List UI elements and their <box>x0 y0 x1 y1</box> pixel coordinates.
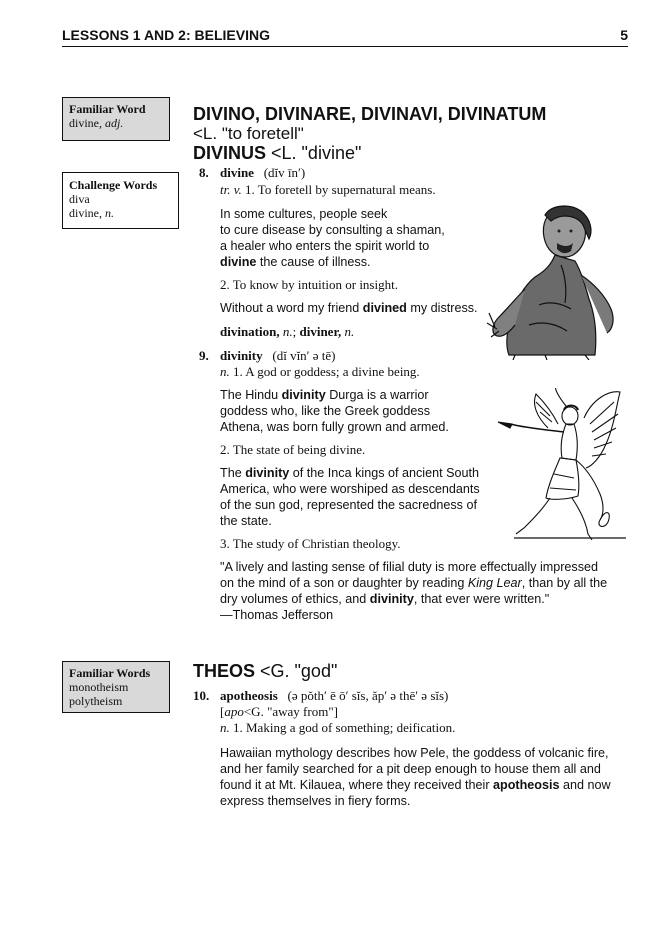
root-heading-theos-meaning: <G. "god" <box>255 661 338 681</box>
etymology-text: <G. "away from"] <box>243 704 338 719</box>
quotation-line <box>220 575 607 591</box>
example-line: America, who were worshiped as descendants <box>220 482 480 496</box>
pronunciation: (dĭ vĭn′ ə tē) <box>272 348 336 363</box>
familiar-word-text: divine, <box>69 116 102 130</box>
example-keyword: divined <box>362 301 407 315</box>
example-line <box>220 254 371 270</box>
quotation-text: , than by all the <box>521 576 608 590</box>
headword: apotheosis <box>220 688 278 703</box>
pronunciation: (ə pŏth′ ē ō′ sĭs, ăp′ ə thē′ ə sĭs) <box>287 688 449 703</box>
quotation-attribution: —Thomas Jefferson <box>220 608 334 622</box>
example-text: and now <box>559 778 611 792</box>
example-line <box>220 777 611 793</box>
definition-1 <box>220 720 455 736</box>
example-line: Athena, was born fully grown and armed. <box>220 420 449 434</box>
familiar-words-box <box>62 661 170 713</box>
root-heading-divinus <box>193 143 546 163</box>
example-line <box>220 465 479 481</box>
example-text: The <box>220 466 246 480</box>
entry-number: 10. <box>193 688 210 703</box>
shaman-illustration <box>485 205 630 360</box>
part-of-speech: n. <box>220 364 230 379</box>
definition-2: 2. To know by intuition or insight. <box>220 277 398 292</box>
familiar-words-item-2: polytheism <box>69 694 123 708</box>
familiar-words-heading: Familiar Words <box>69 666 151 680</box>
definition-text: 1. To foretell by supernatural means. <box>241 182 436 197</box>
challenge-words-box <box>62 172 179 229</box>
root-heading-theos-line <box>193 661 337 681</box>
familiar-word-heading: Familiar Word <box>69 102 146 116</box>
example-line: a healer who enters the spirit world to <box>220 239 430 253</box>
example-line: goddess who, like the Greek goddess <box>220 404 431 418</box>
familiar-words-item-1: monotheism <box>69 680 129 694</box>
quotation-text: dry volumes of ethics, and <box>220 592 370 606</box>
pronunciation: (dĭv īn′) <box>263 165 306 180</box>
definition-2: 2. The state of being divine. <box>220 442 366 457</box>
example-text: the cause of illness. <box>256 255 371 269</box>
example-keyword: divinity <box>369 592 414 606</box>
headword: divinity <box>220 348 263 363</box>
entry-headword-line <box>220 688 448 704</box>
example-keyword: divine <box>220 255 257 269</box>
example-text: found it at Mt. Kilauea, where they received their <box>220 778 494 792</box>
example-line: and her family searched for a pit deep enough to house them all and <box>220 762 601 776</box>
winged-goddess-illustration <box>496 388 628 548</box>
challenge-word-2-pos: n. <box>105 206 114 220</box>
example-keyword: divinity <box>281 388 326 402</box>
example-text: Durga is a warrior <box>325 388 429 402</box>
example-line: of the sun god, represented the sacredness of <box>220 498 477 512</box>
example-line: Hawaiian mythology describes how Pele, the goddess of volcanic fire, <box>220 746 609 760</box>
example-text: Without a word my friend <box>220 301 363 315</box>
derived-forms <box>220 324 354 340</box>
challenge-words-heading: Challenge Words <box>69 178 158 192</box>
entry-headword-line <box>220 348 336 364</box>
root-heading-divino <box>193 104 546 163</box>
derived-form: diviner, <box>299 324 342 339</box>
headword: divine <box>220 165 254 180</box>
root-heading-forms: DIVINO, DIVINARE, DIVINAVI, DIVINATUM <box>193 104 547 124</box>
etymology <box>220 704 338 720</box>
definition-text: 1. Making a god of something; deification. <box>229 720 456 735</box>
example-keyword: divinity <box>245 466 290 480</box>
quotation-title: King Lear <box>467 576 522 590</box>
definition-1 <box>220 364 420 380</box>
separator: ; <box>292 324 297 339</box>
entry-number: 8. <box>199 165 209 180</box>
root-heading-theos-word: THEOS <box>193 661 256 681</box>
familiar-word-pos: adj. <box>105 116 124 130</box>
quotation-text: on the mind of a son or daughter by reading <box>220 576 468 590</box>
part-of-speech: n. <box>220 720 230 735</box>
quotation-line <box>220 591 549 607</box>
challenge-word-1: diva <box>69 192 90 206</box>
example-text: my distress. <box>406 301 478 315</box>
definition-1 <box>220 182 436 198</box>
entry-number: 9. <box>199 348 209 363</box>
definition-3: 3. The study of Christian theology. <box>220 536 401 551</box>
root-heading-theos <box>193 661 337 681</box>
example-text: The Hindu <box>220 388 282 402</box>
derived-form: divination, <box>220 324 280 339</box>
challenge-word-2 <box>69 206 172 220</box>
etymology-bracket: [ <box>220 704 225 719</box>
entry-headword-line <box>220 165 305 181</box>
quotation-line: "A lively and lasting sense of filial duty is more effectually impressed <box>220 560 599 574</box>
example-line <box>220 300 478 316</box>
example-line: express themselves in fiery forms. <box>220 794 411 808</box>
quotation-text: , that ever were written." <box>413 592 550 606</box>
root-heading-meaning: <L. "to foretell" <box>193 124 304 143</box>
part-of-speech: tr. v. <box>220 182 242 197</box>
example-line: In some cultures, people seek <box>220 207 388 221</box>
example-line: to cure disease by consulting a shaman, <box>220 223 445 237</box>
etymology-root: apo <box>224 704 244 719</box>
page-number: 5 <box>620 27 628 43</box>
example-line: the state. <box>220 514 272 528</box>
challenge-word-2-text: divine, <box>69 206 102 220</box>
derived-form-pos: n. <box>344 324 355 339</box>
derived-form-pos: n. <box>282 324 293 339</box>
example-line <box>220 387 429 403</box>
familiar-word-entry <box>69 116 163 130</box>
example-keyword: apotheosis <box>493 778 560 792</box>
running-head-title: LESSONS 1 AND 2: BELIEVING <box>62 27 270 43</box>
root-heading-divinus-meaning: <L. "divine" <box>266 143 362 163</box>
root-heading-divinus-word: DIVINUS <box>193 143 267 163</box>
running-head <box>62 26 628 47</box>
familiar-word-box <box>62 97 170 141</box>
example-text: of the Inca kings of ancient South <box>289 466 480 480</box>
definition-text: 1. A god or goddess; a divine being. <box>229 364 420 379</box>
